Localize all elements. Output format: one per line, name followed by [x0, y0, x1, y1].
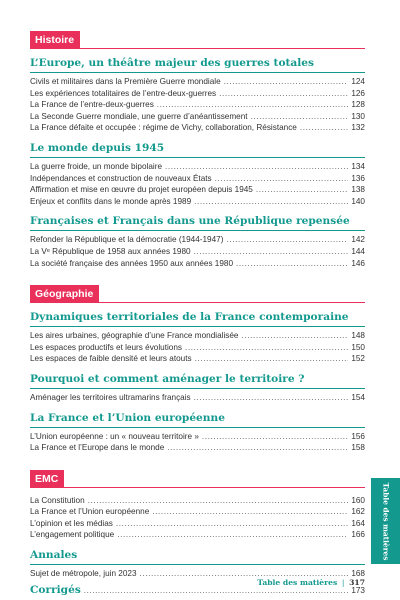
leader-dots: [194, 392, 348, 404]
entry-title: Les aires urbaines, géographie d’une France mondialisée: [30, 331, 239, 341]
entry-page: 173: [351, 585, 365, 595]
toc-entry[interactable]: [30, 342, 365, 354]
entry-title: Sujet de métropole, juin 2023: [30, 569, 137, 579]
chapter-title: Annales: [30, 549, 78, 562]
chapter: [30, 549, 365, 580]
section-header: [30, 469, 365, 488]
toc-entry[interactable]: [30, 173, 365, 185]
toc-entry[interactable]: [30, 76, 365, 88]
chapter: [30, 495, 365, 541]
leader-dots: [116, 518, 348, 530]
leader-dots: [219, 88, 348, 100]
leader-dots: [202, 431, 348, 443]
entry-title: Les expériences totalitaires de l’entre-deux-guerres: [30, 88, 217, 98]
entry-page: 148: [351, 331, 365, 341]
entry-page: 158: [351, 443, 365, 453]
leader-dots: [226, 234, 348, 246]
entry-title: La Constitution: [30, 495, 85, 505]
chapter: [30, 57, 365, 134]
leader-dots: [157, 99, 348, 111]
entry-title: Civils et militaires dans la Première Guerre mondiale: [30, 77, 221, 86]
leader-dots: [256, 184, 348, 196]
chapter-divider: [30, 72, 365, 73]
entry-title: Corrigés: [30, 583, 81, 596]
toc-entry[interactable]: [30, 529, 365, 541]
entry-page: 146: [351, 258, 365, 268]
entry-title: Affirmation et mise en œuvre du projet européen depuis 1945: [30, 185, 253, 195]
toc-entry[interactable]: [30, 518, 365, 530]
entry-page: 152: [351, 354, 365, 364]
leader-dots: [215, 173, 348, 185]
section-label: Histoire: [30, 31, 80, 49]
leader-dots: [236, 258, 348, 270]
toc-entry[interactable]: [30, 246, 365, 258]
section-histoire: [30, 30, 365, 269]
chapter-title: La France et l’Union européenne: [30, 411, 225, 424]
entry-title: La France et l’Europe dans le monde: [30, 443, 165, 453]
chapter-divider: [30, 157, 365, 158]
section-header: [30, 284, 365, 303]
leader-dots: [251, 111, 348, 123]
leader-dots: [185, 342, 348, 354]
chapter-title: Le monde depuis 1945: [30, 141, 165, 154]
leader-dots: [241, 330, 348, 342]
chapter-title: Françaises et Français dans une République repensée: [30, 215, 350, 228]
section-geographie: [30, 284, 365, 454]
chapter-title: Dynamiques territoriales de la France contemporaine: [30, 311, 349, 324]
chapter: [30, 142, 365, 207]
leader-dots: [194, 246, 348, 258]
leader-dots: [165, 161, 348, 173]
entry-page: 130: [351, 111, 365, 121]
toc-entry[interactable]: [30, 122, 365, 134]
chapter-divider: [30, 388, 365, 389]
entry-title: L’Union européenne : un « nouveau territoire »: [30, 431, 199, 441]
chapter: [30, 311, 365, 365]
entry-page: 140: [351, 196, 365, 206]
entry-page: 134: [351, 161, 365, 171]
entry-title: La Vᵉ République de 1958 aux années 1980: [30, 246, 191, 256]
chapter: [30, 412, 365, 454]
toc-entry[interactable]: [30, 442, 365, 454]
leader-dots: [194, 196, 348, 208]
entry-page: 132: [351, 123, 365, 133]
entry-page: 124: [351, 77, 365, 86]
toc-entry[interactable]: [30, 111, 365, 123]
entry-title: Indépendances et construction de nouveaux États: [30, 173, 212, 183]
chapter-divider: [30, 230, 365, 231]
side-tab[interactable]: [371, 478, 400, 564]
toc-entry[interactable]: [30, 196, 365, 208]
page-number: 317: [349, 578, 365, 587]
leader-dots: [167, 442, 348, 454]
chapter-title: L’Europe, un théâtre majeur des guerres totales: [30, 57, 315, 69]
toc-entry[interactable]: [30, 184, 365, 196]
section-divider: [30, 48, 365, 49]
entry-page: 166: [351, 530, 365, 540]
entry-title: La France et l’Union européenne: [30, 507, 150, 517]
entry-page: 154: [351, 392, 365, 402]
entry-page: 168: [351, 569, 365, 579]
leader-dots: [117, 529, 348, 541]
toc-entry[interactable]: [30, 99, 365, 111]
entry-title: La France défaite et occupée : régime de Vichy, collaboration, Résistance: [30, 123, 297, 133]
toc-entry[interactable]: [30, 495, 365, 507]
entry-page: 160: [351, 495, 365, 505]
leader-dots: [88, 495, 348, 507]
section-label: Géographie: [30, 285, 99, 303]
leader-dots: [300, 122, 348, 134]
table-of-contents: [30, 30, 365, 600]
entry-page: 128: [351, 100, 365, 110]
toc-entry[interactable]: [30, 506, 365, 518]
leader-dots: [195, 353, 348, 365]
entry-title: L’opinion et les médias: [30, 518, 113, 528]
toc-entry[interactable]: [30, 88, 365, 100]
footer-separator: |: [341, 578, 345, 587]
side-tab-label: Table des matières: [381, 482, 391, 560]
section-header: [30, 30, 365, 49]
chapter-divider: [30, 427, 365, 428]
entry-title: Les espaces de faible densité et leurs atouts: [30, 354, 192, 364]
chapter: [30, 373, 365, 404]
section-divider: [30, 487, 365, 488]
footer-label: Table des matières: [257, 578, 338, 587]
toc-entry[interactable]: [30, 392, 365, 404]
entry-title: Les espaces productifs et leurs évolutions: [30, 342, 183, 352]
entry-page: 156: [351, 431, 365, 441]
toc-entry[interactable]: [30, 161, 365, 173]
entry-page: 138: [351, 185, 365, 195]
entry-title: La Seconde Guerre mondiale, une guerre d’anéantissement: [30, 111, 248, 121]
entry-title: Refonder la République et la démocratie (1944-1947): [30, 235, 224, 245]
toc-entry[interactable]: [30, 431, 365, 443]
leader-dots: [152, 506, 348, 518]
entry-page: 126: [351, 88, 365, 98]
toc-entry[interactable]: [30, 234, 365, 246]
entry-page: 164: [351, 518, 365, 528]
entry-page: 142: [351, 235, 365, 245]
entry-page: 144: [351, 246, 365, 256]
entry-page: 136: [351, 173, 365, 183]
entry-title: La société française des années 1950 aux années 1980: [30, 258, 234, 268]
entry-title: La guerre froide, un monde bipolaire: [30, 161, 162, 171]
toc-entry[interactable]: [30, 330, 365, 342]
chapter-divider: [30, 326, 365, 327]
entry-title: La France de l’entre-deux-guerres: [30, 100, 154, 110]
chapter: [30, 215, 365, 269]
entry-title: Aménager les territoires ultramarins français: [30, 392, 191, 402]
section-label: EMC: [30, 470, 64, 488]
leader-dots: [224, 76, 348, 88]
toc-entry[interactable]: [30, 258, 365, 270]
chapter-divider: [30, 564, 365, 565]
toc-entry[interactable]: [30, 353, 365, 365]
entry-title: L’engagement politique: [30, 530, 115, 540]
entry-title: Enjeux et conflits dans le monde après 1989: [30, 196, 192, 206]
entry-page: 150: [351, 342, 365, 352]
page-footer: [257, 578, 365, 587]
entry-page: 162: [351, 507, 365, 517]
chapter-title: Pourquoi et comment aménager le territoire ?: [30, 372, 305, 385]
